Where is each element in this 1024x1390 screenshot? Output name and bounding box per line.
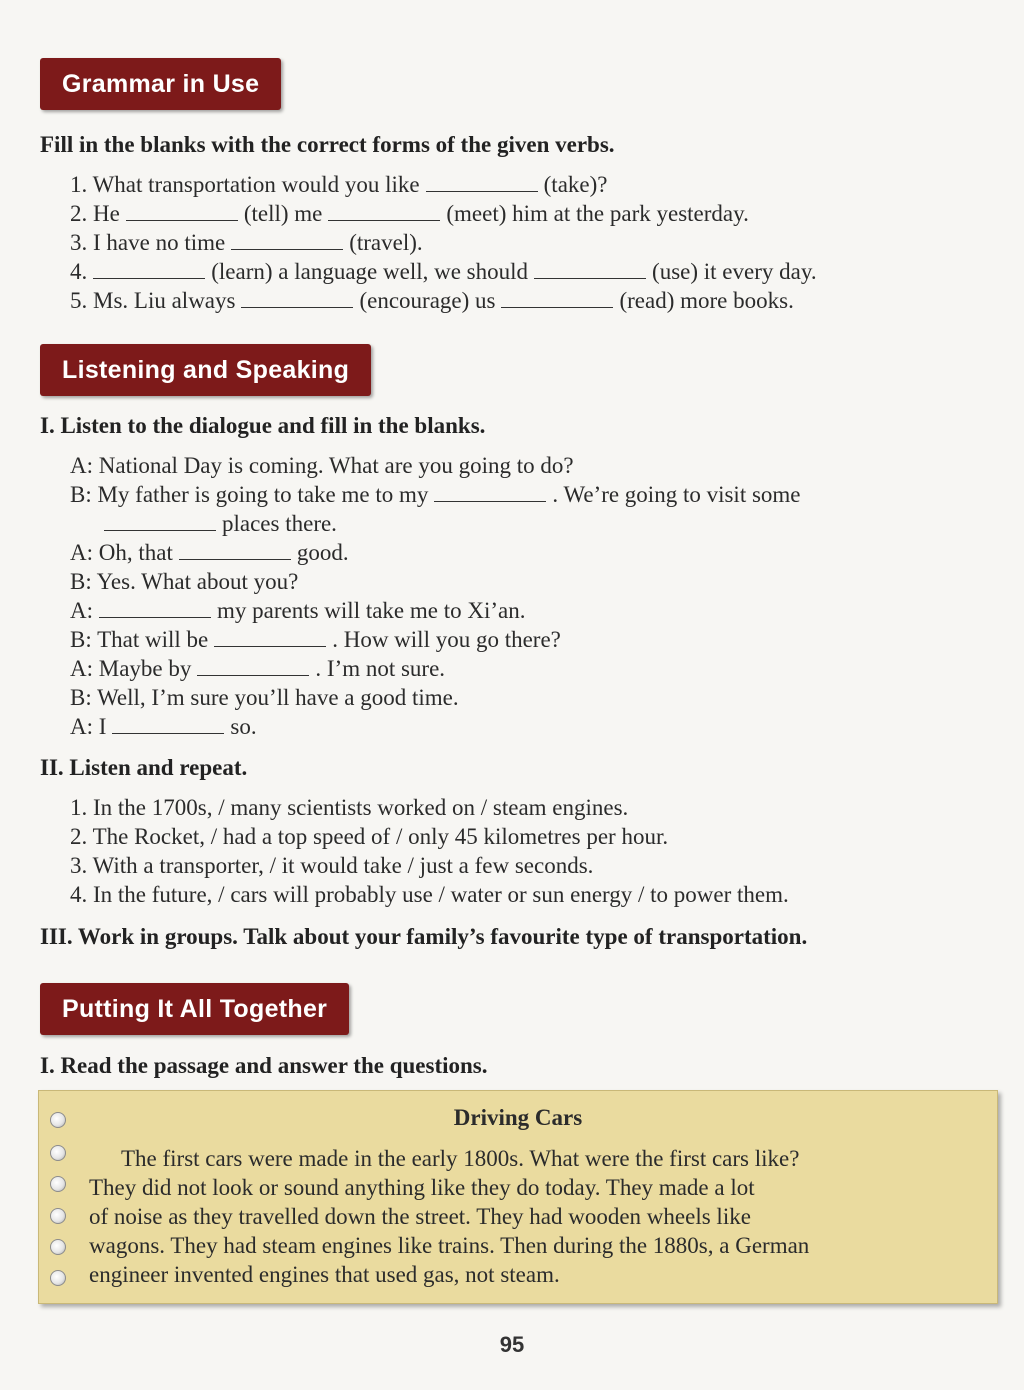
text: 1. What transportation would you like [70,172,420,197]
text: (read) more books. [619,288,794,313]
binder-ring-icon [50,1208,66,1224]
dialogue-line [70,482,801,508]
binder-ring-icon [50,1270,66,1286]
passage-line: They did not look or sound anything like they do today. They made a lot [89,1175,755,1200]
answer-blank[interactable] [534,262,646,279]
text: B: My father is going to take me to my [70,482,429,507]
answer-blank[interactable] [426,175,538,192]
grammar-item-2 [70,201,749,227]
dialogue-line [70,569,298,595]
answer-blank[interactable] [501,291,613,308]
dialogue-line [98,511,337,537]
grammar-instruction: Fill in the blanks with the correct forms of the given verbs. [40,132,615,157]
answer-blank[interactable] [93,262,205,279]
text: places there. [222,511,337,536]
text: B: Yes. What about you? [70,569,299,594]
answer-blank[interactable] [99,601,211,618]
grammar-item-4 [70,259,817,285]
text: A: National Day is coming. What are you going to do? [70,453,574,478]
passage-title: Driving Cars [453,1105,583,1130]
binder-ring-icon [50,1145,66,1161]
answer-blank[interactable] [197,659,309,676]
grammar-item-5 [70,288,794,314]
answer-blank[interactable] [231,233,343,250]
text: 2. He [70,201,120,226]
dialogue-line [70,714,257,740]
section-heading-grammar: Grammar in Use [40,58,281,110]
text: A: I [70,714,107,739]
text: (learn) a language well, we should [211,259,529,284]
text: good. [296,540,349,565]
answer-blank[interactable] [179,543,291,560]
text: . I’m not sure. [315,656,446,681]
text: B: Well, I’m sure you’ll have a good time. [70,685,459,710]
section-heading-listening: Listening and Speaking [40,344,371,396]
text: A: Maybe by [70,656,192,681]
listening-instruction-3: III. Work in groups. Talk about your family’s favourite type of transportation. [40,924,808,949]
text: my parents will take me to Xi’an. [217,598,526,623]
dialogue-line [70,598,526,624]
answer-blank[interactable] [112,717,224,734]
passage-line: engineer invented engines that used gas, not steam. [89,1262,560,1287]
text: . We’re going to visit some [552,482,801,507]
text: (take)? [543,172,608,197]
passage-line: wagons. They had steam engines like trains. Then during the 1880s, a German [89,1233,810,1258]
text: (encourage) us [359,288,496,313]
passage-box [38,1090,998,1304]
repeat-line: 2. The Rocket, / had a top speed of / only 45 kilometres per hour. [70,824,669,849]
text: (use) it every day. [652,259,817,284]
text: . How will you go there? [332,627,561,652]
text: (tell) me [243,201,323,226]
text: 3. I have no time [70,230,226,255]
text: so. [230,714,257,739]
text: A: Oh, that [70,540,173,565]
binder-ring-icon [50,1239,66,1255]
repeat-line: 4. In the future, / cars will probably use / water or sun energy / to power them. [70,882,789,907]
text: B: That will be [70,627,209,652]
passage-line: The first cars were made in the early 1800s. What were the first cars like? [121,1146,800,1171]
text: 5. Ms. Liu always [70,288,236,313]
dialogue-line [70,685,459,711]
repeat-line: 3. With a transporter, / it would take / just a few seconds. [70,853,594,878]
text: A: [70,598,93,623]
answer-blank[interactable] [328,204,440,221]
dialogue-line [70,540,349,566]
page-number: 95 [499,1332,525,1357]
section-heading-together: Putting It All Together [40,983,349,1035]
answer-blank[interactable] [434,485,546,502]
listening-instruction-1: I. Listen to the dialogue and fill in the blanks. [40,413,486,438]
text: 4. [70,259,88,284]
passage-line: of noise as they travelled down the street. They had wooden wheels like [89,1204,751,1229]
dialogue-line [70,627,561,653]
binder-ring-icon [50,1176,66,1192]
answer-blank[interactable] [126,204,238,221]
grammar-item-1 [70,172,607,198]
repeat-line: 1. In the 1700s, / many scientists worked on / steam engines. [70,795,629,820]
grammar-item-3 [70,230,423,256]
text: (meet) him at the park yesterday. [446,201,749,226]
together-instruction: I. Read the passage and answer the questions. [40,1053,488,1078]
answer-blank[interactable] [241,291,353,308]
answer-blank[interactable] [104,514,216,531]
dialogue-line [70,453,574,479]
answer-blank[interactable] [214,630,326,647]
listening-instruction-2: II. Listen and repeat. [40,755,248,780]
text: (travel). [349,230,423,255]
dialogue-line [70,656,445,682]
